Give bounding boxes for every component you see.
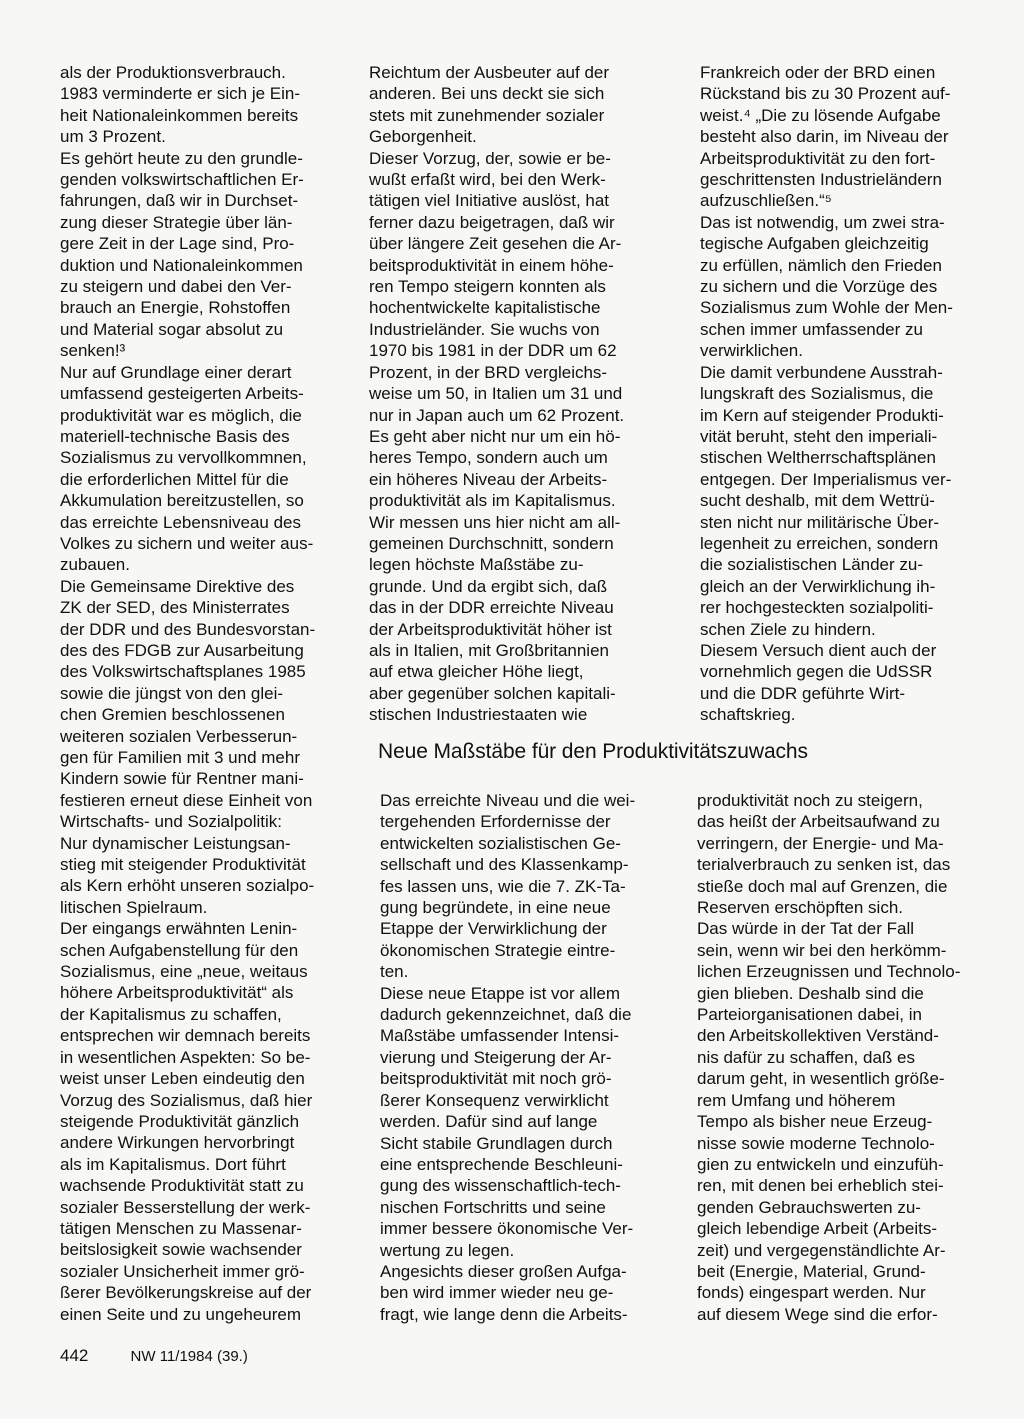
text-line: Das erreichte Niveau und die wei- [380,791,636,810]
text-line: schen immer umfassender zu [700,319,923,339]
text-line: um 3 Prozent. [60,127,166,147]
text-line: aufzuschließen.“⁵ [700,191,832,211]
text-line: Diesem Versuch dient auch der [700,640,937,660]
text-line: ten. [380,962,409,982]
issue-info: NW 11/1984 (39.) [130,1348,248,1365]
text-line: in wesentlichen Aspekten: So be- [60,1047,311,1067]
text-line: der DDR und des Bundesvorstan- [60,619,316,639]
text-line: gemeinen Durchschnitt, sondern [369,533,614,553]
text-line: auf etwa gleicher Höhe liegt, [369,662,584,682]
text-line: Etappe der Verwirklichung der [380,919,607,939]
section-heading: Neue Maßstäbe für den Produktivitätszuwachs [378,740,808,763]
text-line: lichen Erzeugnissen und Technolo- [697,962,961,982]
text-line: das heißt der Arbeitsaufwand zu [697,812,940,832]
text-line: tergehenden Erfordernisse der [380,812,611,832]
text-line: als im Kapitalismus. Dort führt [60,1154,286,1174]
text-line: Das ist notwendig, um zwei stra- [700,212,945,232]
text-line: produktivität war es möglich, die [60,405,302,425]
text-line: Vorzug des Sozialismus, daß hier [60,1090,313,1110]
text-line: die erforderlichen Mittel für die [60,469,289,489]
text-line: zu steigern und dabei den Ver- [60,277,292,297]
text-line: ren Tempo steigern konnten als [369,277,606,297]
text-line: werden. Dafür sind auf lange [380,1112,598,1132]
text-line: zu sichern und die Vorzüge des [700,277,938,297]
text-line: Das würde in der Tat der Fall [697,919,915,939]
text-line: zung dieser Strategie über län- [60,212,293,232]
text-line: Parteiorganisationen dabei, in [697,1005,922,1025]
text-line: als Kern erhöht unseren sozialpo- [60,876,315,896]
text-line: vierung und Steigerung der Ar- [380,1047,612,1067]
text-column-4 [380,790,667,1325]
text-line: materiell-technische Basis des [60,426,290,446]
text-line: Geborgenheit. [369,127,477,147]
text-line: ren, mit denen bei erheblich stei- [697,1176,944,1196]
text-line: Volkes zu sichern und weiter aus- [60,533,314,553]
text-line: weist.⁴ „Die zu lösende Aufgabe [700,105,941,125]
text-line: festieren erneut diese Einheit von [60,790,313,810]
text-line: gen für Familien mit 3 und mehr [60,748,300,767]
text-line: stets mit zunehmender sozialer [369,105,605,125]
text-line: produktivität noch zu steigern, [697,791,923,810]
text-line: stieße doch mal auf Grenzen, die [697,876,948,896]
text-line: Die Gemeinsame Direktive des [60,576,295,596]
text-line: sowie die jüngst von den glei- [60,683,284,703]
text-line: Sicht stabile Grundlagen durch [380,1133,613,1153]
text-line: besteht also darin, im Niveau der [700,127,949,147]
text-line: sein, wenn wir bei den herkömm- [697,940,947,960]
text-line: Wir messen uns hier nicht am all- [369,512,621,532]
text-line: Wirtschafts- und Sozialpolitik: [60,812,283,832]
text-line: gien zu entwickeln und einzufüh- [697,1154,944,1174]
text-line: ZK der SED, des Ministerrates [60,598,290,618]
text-line: einen Seite und zu ungeheurem [60,1304,302,1324]
text-line: verwirklichen. [700,341,803,361]
text-line: Tempo als bisher neue Erzeug- [697,1112,933,1132]
text-line: rem Umfang und höherem [697,1090,896,1110]
text-line: schen Aufgabenstellung für den [60,940,299,960]
text-line: produktivität als im Kapitalismus. [369,491,616,511]
text-line: heres Tempo, sondern auch um [369,448,608,468]
text-line: Akkumulation bereitzustellen, so [60,491,304,511]
text-line: darum geht, in wesentlich größe- [697,1069,945,1089]
text-line: stieg mit steigender Produktivität [60,855,306,875]
text-line: nis dafür zu schaffen, daß es [697,1047,915,1067]
text-line: ßerer Bevölkerungskreise auf der [60,1283,312,1303]
text-line: Dieser Vorzug, der, sowie er be- [369,148,611,168]
text-line: den Arbeitskollektiven Verständ- [697,1026,939,1046]
text-line: zeit) und vergegenständlichte Ar- [697,1240,946,1260]
text-line: zu erfüllen, nämlich den Frieden [700,255,942,275]
page-footer [60,1346,248,1366]
text-line: ferner dazu beigetragen, daß wir [369,212,615,232]
text-line: Es geht aber nicht nur um ein hö- [369,426,621,446]
text-line: tätigen viel Initiative auslöst, hat [369,191,610,211]
text-line: eine entsprechende Beschleuni- [380,1154,623,1174]
text-line: senken!³ [60,341,126,361]
text-line: Sozialismus zu vervollkommnen, [60,448,307,468]
text-line: höhere Arbeitsproduktivität“ als [60,983,294,1003]
text-line: heit Nationaleinkommen bereits [60,105,299,125]
text-line: Diese neue Etappe ist vor allem [380,983,621,1003]
text-line: Arbeitsproduktivität zu den fort- [700,148,936,168]
text-column-3 [700,62,986,726]
text-line: geschrittensten Industrieländern [700,170,942,190]
text-line: ein höheres Niveau der Arbeits- [369,469,608,489]
text-line: nur in Japan auch um 62 Prozent. [369,405,625,425]
text-line: beitsproduktivität in einem höhe- [369,255,614,275]
text-line: genden Gebrauchswerten zu- [697,1197,921,1217]
text-line: nisse sowie moderne Technolo- [697,1133,935,1153]
text-line: weist unser Leben eindeutig den [60,1069,305,1089]
page-number: 442 [60,1346,89,1365]
text-line: das in der DDR erreichte Niveau [369,598,614,618]
text-line: gere Zeit in der Lage sind, Pro- [60,234,295,254]
text-line: aber gegenüber solchen kapitali- [369,683,616,703]
text-line: gung des wissenschaftlich-tech- [380,1176,621,1196]
text-line: als der Produktionsverbrauch. [60,63,286,82]
text-line: entsprechen wir demnach bereits [60,1026,311,1046]
text-column-2 [369,62,669,726]
text-line: ben wird immer wieder neu ge- [380,1283,614,1303]
text-line: andere Wirkungen hervorbringt [60,1133,295,1153]
text-line: ßerer Konsequenz verwirklicht [380,1090,609,1110]
text-line: fonds) eingespart werden. Nur [697,1283,926,1303]
text-line: Kindern sowie für Rentner mani- [60,769,304,789]
text-line: schen Ziele zu hindern. [700,619,876,639]
text-line: legenheit zu erreichen, sondern [700,533,939,553]
text-line: Die damit verbundene Ausstrah- [700,362,943,382]
text-line: beit (Energie, Material, Grund- [697,1261,926,1281]
text-line: und die DDR geführte Wirt- [700,683,906,703]
text-line: das erreichte Lebensniveau des [60,512,301,532]
text-line: tätigen Menschen zu Massenar- [60,1218,302,1238]
text-line: Sozialismus zum Wohle der Men- [700,298,953,318]
text-line: weise um 50, in Italien um 31 und [369,384,623,404]
text-line: gung begründete, in eine neue [380,898,611,918]
text-line: Sozialismus, eine „neue, weitaus [60,962,308,982]
text-line: wertung zu legen. [380,1240,515,1260]
text-line: Nur dynamischer Leistungsan- [60,833,291,853]
text-line: litischen Spielraum. [60,897,208,917]
text-line: sozialer Besserstellung der werk- [60,1197,311,1217]
text-line: chen Gremien beschlossenen [60,705,285,725]
text-line: die sozialistischen Länder zu- [700,555,924,575]
text-line: entwickelten sozialistischen Ge- [380,833,621,853]
text-line: Angesichts dieser großen Aufga- [380,1261,627,1281]
text-line: hochentwickelte kapitalistische [369,298,601,318]
text-line: beitslosigkeit sowie wachsender [60,1240,302,1260]
text-line: über längere Zeit gesehen die Ar- [369,234,622,254]
text-line: auf diesem Wege sind die erfor- [697,1304,938,1324]
text-line: im Kern auf steigender Produkti- [700,405,944,425]
text-line: des des FDGB zur Ausarbeitung [60,640,304,660]
text-line: nischen Fortschritts und seine [380,1197,606,1217]
text-line: lungskraft des Sozialismus, die [700,384,934,404]
text-line: wachsende Produktivität statt zu [60,1176,304,1196]
text-line: ökonomischen Strategie eintre- [380,940,616,960]
text-line: stischen Weltherrschaftsplänen [700,448,936,468]
text-line: als in Italien, mit Großbritannien [369,640,609,660]
text-line: der Arbeitsproduktivität höher ist [369,619,612,639]
text-line: gien blieben. Deshalb sind die [697,983,924,1003]
text-line: tegische Aufgaben gleichzeitig [700,234,929,254]
text-line: Es gehört heute zu den grundle- [60,148,303,168]
text-line: immer bessere ökonomische Ver- [380,1219,634,1239]
text-line: gleich lebendige Arbeit (Arbeits- [697,1219,938,1239]
text-line: der Kapitalismus zu schaffen, [60,1004,282,1024]
text-line: weiteren sozialen Verbesserun- [60,726,298,746]
text-line: Der eingangs erwähnten Lenin- [60,919,298,939]
text-line: 1970 bis 1981 in der DDR um 62 [369,341,617,361]
text-line: fragt, wie lange denn die Arbeits- [380,1304,628,1324]
text-line: zubauen. [60,555,130,575]
text-line: Nur auf Grundlage einer derart [60,362,292,382]
text-line: 1983 verminderte er sich je Ein- [60,84,301,104]
text-line: verringern, der Energie- und Ma- [697,833,944,853]
text-line: Industrieländer. Sie wuchs von [369,319,600,339]
text-line: steigende Produktivität gänzlich [60,1111,300,1131]
text-line: sucht deshalb, mit dem Wettrü- [700,491,935,511]
text-line: fahrungen, daß wir in Durchset- [60,191,299,211]
text-line: Maßstäbe umfassender Intensi- [380,1026,620,1046]
text-line: grunde. Und da ergibt sich, daß [369,576,608,596]
text-column-1 [60,62,350,1325]
text-line: Reichtum der Ausbeuter auf der [369,63,610,82]
text-column-5 [697,790,987,1325]
text-line: genden volkswirtschaftlichen Er- [60,170,304,190]
text-line: und Material sogar absolut zu [60,319,284,339]
text-line: schaftskrieg. [700,705,796,725]
text-line: Reserven erschöpften sich. [697,898,903,918]
text-line: dadurch gekennzeichnet, daß die [380,1005,632,1025]
text-line: sten nicht nur militärische Über- [700,512,940,532]
text-line: gleich an der Verwirklichung ih- [700,576,936,596]
text-line: vornehmlich gegen die UdSSR [700,662,933,682]
text-line: sellschaft und des Klassenkamp- [380,855,629,875]
text-line: duktion und Nationaleinkommen [60,255,303,275]
text-line: legen höchste Maßstäbe zu- [369,555,584,575]
text-line: wußt erfaßt wird, bei den Werk- [369,170,606,190]
text-line: anderen. Bei uns deckt sie sich [369,84,605,104]
text-line: beitsproduktivität mit noch grö- [380,1069,612,1089]
text-line: sozialer Unsicherheit immer grö- [60,1261,305,1281]
text-line: entgegen. Der Imperialismus ver- [700,469,952,489]
text-line: Rückstand bis zu 30 Prozent auf- [700,84,951,104]
text-line: Frankreich oder der BRD einen [700,63,936,82]
text-line: Prozent, in der BRD vergleichs- [369,362,608,382]
text-line: umfassend gesteigerten Arbeits- [60,384,304,404]
text-line: terialverbrauch zu senken ist, das [697,855,951,875]
text-line: rer hochgesteckten sozialpoliti- [700,598,934,618]
text-line: vität beruht, steht den imperiali- [700,426,938,446]
text-line: des Volkswirtschaftsplanes 1985 [60,662,306,682]
text-line: brauch an Energie, Rohstoffen [60,298,291,318]
text-line: stischen Industriestaaten wie [369,705,588,725]
text-line: fes lassen uns, wie die 7. ZK-Ta- [380,876,626,896]
